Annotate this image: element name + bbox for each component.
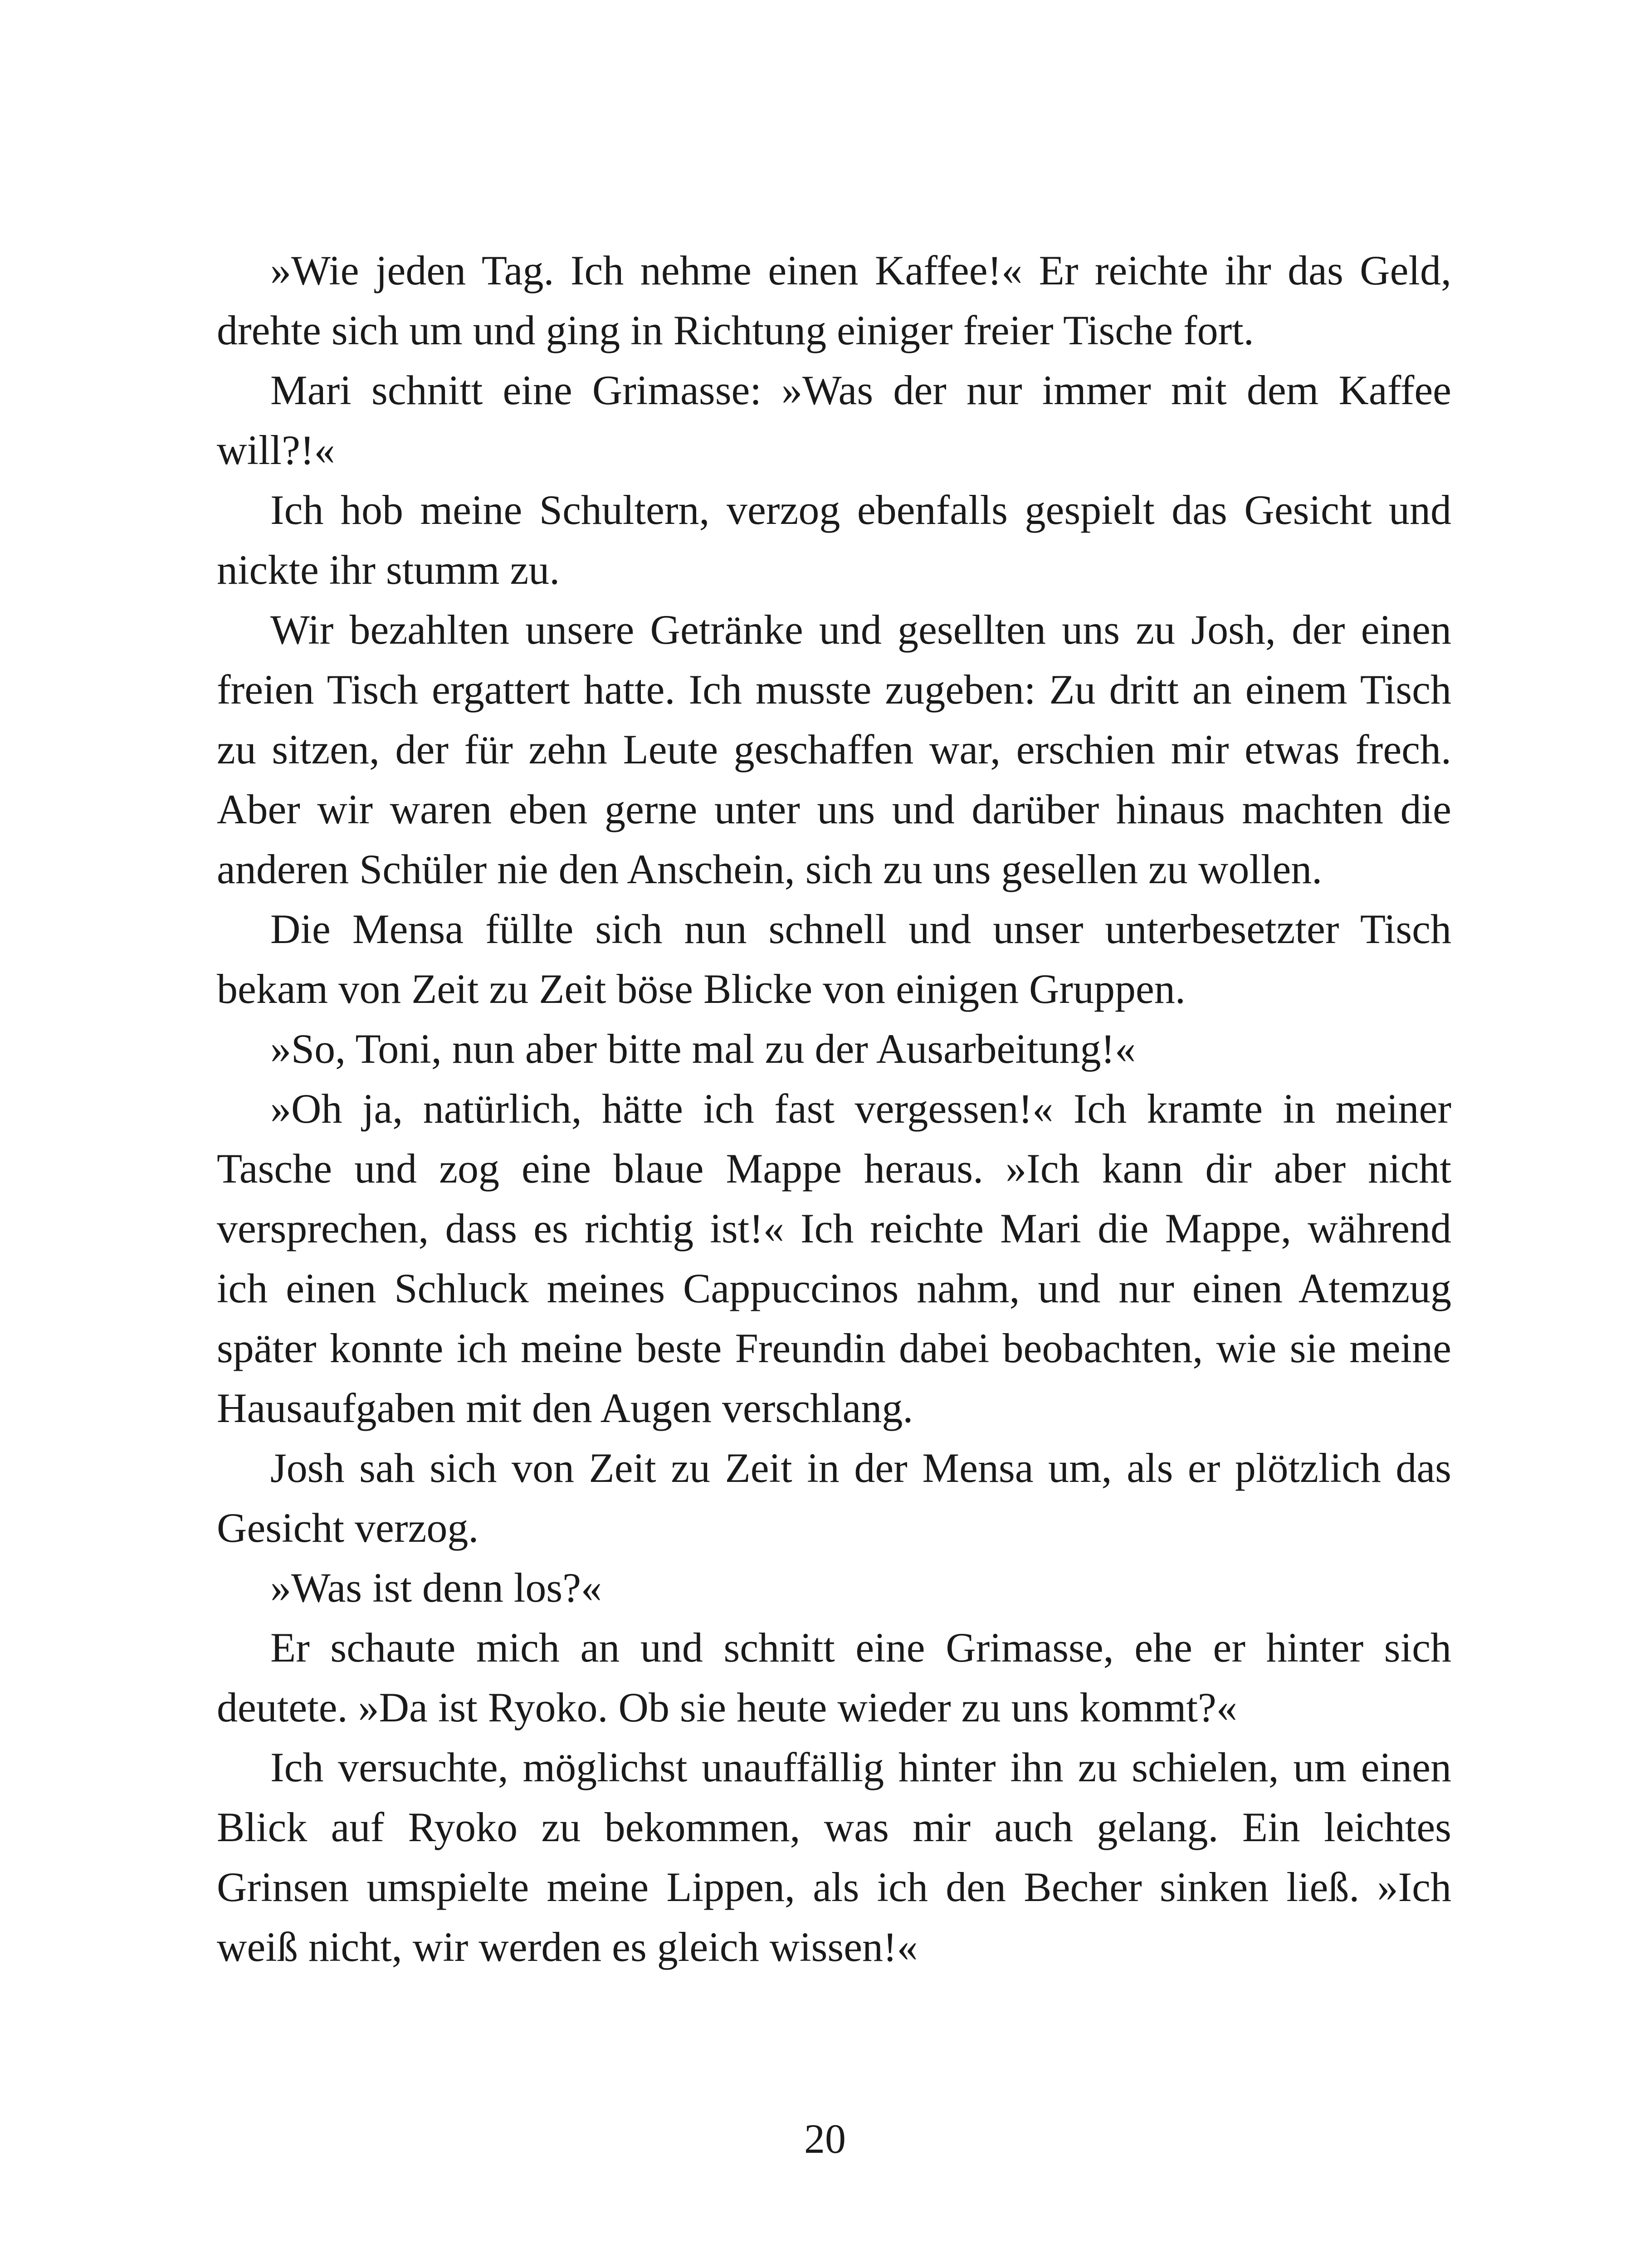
- paragraph: »Was ist denn los?«: [270, 1564, 602, 1611]
- paragraph: Wir bezahlten unsere Getränke und gesellten uns zu Josh, der einen freien Tisch ergattert hatte. Ich musste zugeben: Zu dritt an einem Tisch zu sitzen, der für zehn Leute geschaffen war, erschien mir etwas frech. Aber wir waren eben gerne unter uns und darüber hinaus machten die anderen Schüler nie den Anschein, sich zu uns gesellen zu wollen.: [217, 606, 1451, 892]
- paragraph: »Oh ja, natürlich, hätte ich fast vergessen!« Ich kramte in meiner Tasche und zog eine blaue Mappe heraus. »Ich kann dir aber nicht versprechen, dass es richtig ist!« Ich reichte Mari die Mappe, während ich einen Schluck meines Cappuccinos nahm, und nur einen Atemzug später konnte ich meine beste Freundin dabei beobachten, wie sie meine Hausaufgaben mit den Augen verschlang.: [217, 1085, 1451, 1431]
- paragraph: Er schaute mich an und schnitt eine Grimasse, ehe er hinter sich deutete. »Da ist Ryoko. Ob sie heute wieder zu uns kommt?«: [217, 1624, 1451, 1730]
- paragraph: »Wie jeden Tag. Ich nehme einen Kaffee!« Er reichte ihr das Geld, drehte sich um und ging in Richtung einiger freier Tische fort.: [217, 247, 1451, 353]
- paragraph: »So, Toni, nun aber bitte mal zu der Ausarbeitung!«: [270, 1026, 1136, 1072]
- paragraph: Mari schnitt eine Grimasse: »Was der nur immer mit dem Kaffee will?!«: [217, 367, 1451, 473]
- page-number: 20: [804, 2116, 846, 2162]
- paragraph: Josh sah sich von Zeit zu Zeit in der Mensa um, als er plötzlich das Gesicht verzog.: [217, 1445, 1451, 1551]
- paragraph: Ich versuchte, möglichst unauffällig hinter ihn zu schielen, um einen Blick auf Ryoko zu bekommen, was mir auch gelang. Ein leichtes Grinsen umspielte meine Lippen, als ich den Becher sinken ließ. »Ich weiß nicht, wir werden es gleich wissen!«: [217, 1744, 1451, 1970]
- paragraph: Ich hob meine Schultern, verzog ebenfalls gespielt das Gesicht und nickte ihr stumm zu.: [217, 487, 1451, 593]
- body-text: [217, 240, 1451, 1977]
- paragraph: Die Mensa füllte sich nun schnell und unser unterbesetzter Tisch bekam von Zeit zu Zeit böse Blicke von einigen Gruppen.: [217, 906, 1451, 1012]
